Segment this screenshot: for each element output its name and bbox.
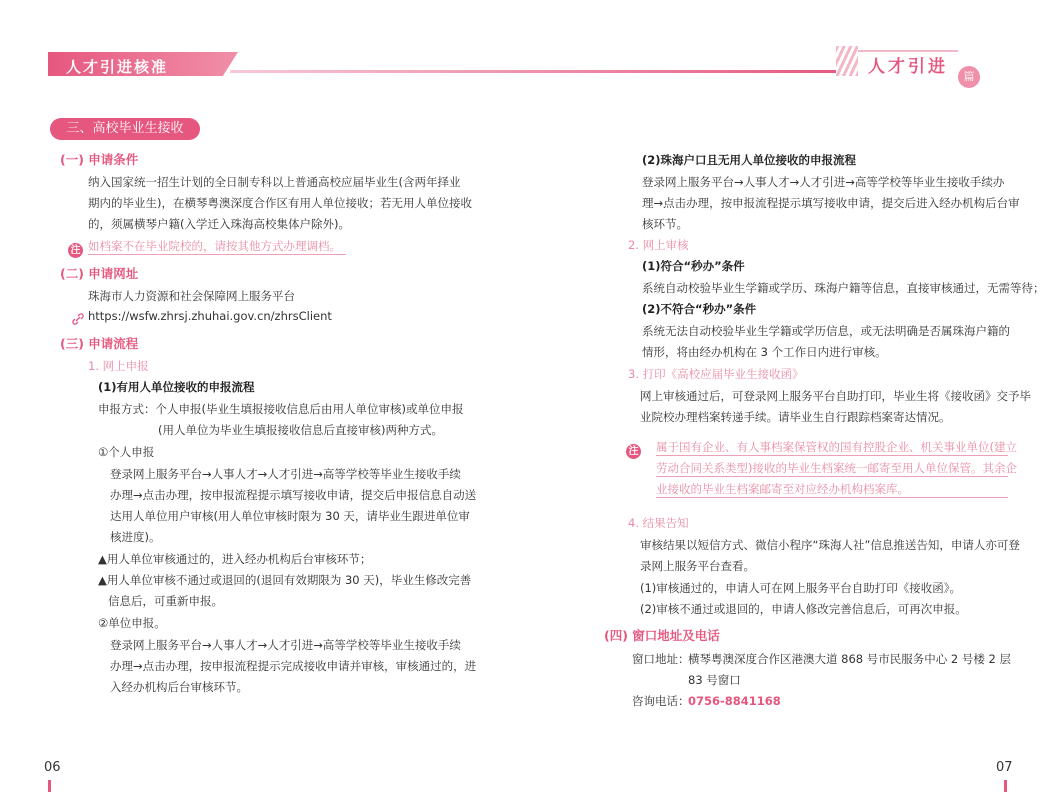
paragraph-line: 核环节。 <box>642 217 688 231</box>
address: 83 号窗口 <box>688 673 741 687</box>
note-badge: 注 <box>68 238 83 258</box>
step-online-apply: 1. 网上申报 <box>88 359 149 373</box>
paragraph-line: 网上审核通过后，可登录网上服务平台自助打印，毕业生将《接收函》交予毕 <box>640 389 1031 403</box>
tel: 0756-8841168 <box>688 694 781 708</box>
paragraph-line: 登录网上服务平台→人事人才→人才引进→高等学校等毕业生接收手续办 <box>642 175 1005 189</box>
address-label: 窗口地址： <box>632 652 690 666</box>
paragraph-line: 系统无法自动校验毕业生学籍或学历信息，或无法明确是否属珠海户籍的 <box>642 324 1010 338</box>
header-rule <box>230 70 850 73</box>
paragraph-line: 达用人单位用户审核(用人单位审核时限为 30 天，请毕业生跟进单位审 <box>110 509 470 523</box>
page-number-left: 06 <box>44 760 61 775</box>
tel-label: 咨询电话： <box>632 694 690 708</box>
step-online-review: 2. 网上审核 <box>628 238 689 252</box>
step-print: 3. 打印《高校应届毕业生接收函》 <box>628 367 804 381</box>
paragraph-line: 登录网上服务平台→人事人才→人才引进→高等学校等毕业生接收手续 <box>110 638 461 652</box>
link-icon <box>72 310 84 322</box>
paragraph-line: 的，须属横琴户籍(入学迁入珠海高校集体户除外)。 <box>88 217 350 231</box>
paragraph-line: 入经办机构后台审核环节。 <box>110 680 248 694</box>
paragraph-line: 系统自动校验毕业生学籍或学历、珠海户籍等信息，直接审核通过，无需等待； <box>642 281 1045 295</box>
header-right-stripes <box>836 46 858 76</box>
paragraph-line: 核进度)。 <box>110 530 161 544</box>
address: 横琴粤澳深度合作区港澳大道 868 号市民服务中心 2 号楼 2 层 <box>688 652 1012 666</box>
paragraph-line: (2)审核不通过或退回的，申请人修改完善信息后，可再次申报。 <box>640 602 967 616</box>
page-marker-left <box>48 780 51 792</box>
heading-window: (四) 窗口地址及电话 <box>604 628 720 643</box>
header-right-title: 人才引进 <box>868 57 948 77</box>
heading-process: (三) 申请流程 <box>60 336 139 351</box>
site-url[interactable]: https://wsfw.zhrsj.zhuhai.gov.cn/zhrsClient <box>88 309 332 323</box>
paragraph-line: 申报方式：个人申报(毕业生填报接收信息后由用人单位审核)或单位申报 <box>98 402 464 416</box>
note-text: 属于国有企业、有人事档案保管权的国有控股企业、机关事业单位(建立 <box>656 440 1017 454</box>
section-title: 三、高校毕业生接收 <box>50 118 200 140</box>
subheading: (1)符合“秒办”条件 <box>642 259 745 273</box>
paragraph-line: 录网上服务平台查看。 <box>640 559 755 573</box>
paragraph-line: (1)审核通过的，申请人可在网上服务平台自助打印《接收函》。 <box>640 581 962 595</box>
note-text: 劳动合同关系类型)接收的毕业生档案统一邮寄至用人单位保管。其余企 <box>656 461 1017 475</box>
bullet-line: ▲用人单位审核通过的，进入经办机构后台审核环节； <box>98 552 372 566</box>
paragraph-line: 审核结果以短信方式、微信小程序“珠海人社”信息推送告知，申请人亦可登 <box>640 538 1020 552</box>
bullet-line: ▲用人单位审核不通过或退回的(退回有效期限为 30 天)，毕业生修改完善 <box>98 573 472 587</box>
paragraph-line: 办理→点击办理，按申报流程提示完成接收申请并审核，审核通过的，进 <box>110 659 477 673</box>
subitem: ②单位申报。 <box>98 616 166 630</box>
note-text: 如档案不在毕业院校的，请按其他方式办理调档。 <box>88 238 346 255</box>
heading-website: (二) 申请网址 <box>60 266 139 281</box>
paragraph-line: 登录网上服务平台→人事人才→人才引进→高等学校等毕业生接收手续 <box>110 467 461 481</box>
step-result: 4. 结果告知 <box>628 516 689 530</box>
paragraph-line: 期内的毕业生)，在横琴粤澳深度合作区有用人单位接收；若无用人单位接收 <box>88 196 472 210</box>
paragraph-line: 情形，将由经办机构在 3 个工作日内进行审核。 <box>642 345 887 359</box>
page-number-right: 07 <box>996 760 1013 775</box>
header-right-badge: 篇 <box>958 66 980 88</box>
heading-conditions: (一) 申请条件 <box>60 152 139 167</box>
subheading: (1)有用人单位接收的申报流程 <box>98 380 255 394</box>
header-left-title: 人才引进核准 <box>66 58 169 76</box>
bullet-line: 信息后，可重新申报。 <box>108 594 223 608</box>
note-badge: 注 <box>626 439 641 459</box>
paragraph-line: 理→点击办理，按申报流程提示填写接收申请，提交后进入经办机构后台审 <box>642 196 1020 210</box>
paragraph-line: 办理→点击办理，按申报流程提示填写接收申请，提交后申报信息自动送 <box>110 488 477 502</box>
paragraph-line: 纳入国家统一招生计划的全日制专科以上普通高校应届毕业生(含两年择业 <box>88 175 461 189</box>
paragraph-line: 业院校办理档案转递手续。请毕业生自行跟踪档案寄达情况。 <box>640 410 951 424</box>
site-name: 珠海市人力资源和社会保障网上服务平台 <box>88 289 295 303</box>
subheading: (2)不符合“秒办”条件 <box>642 302 757 316</box>
subitem: ①个人申报 <box>98 445 155 459</box>
note-text: 业接收的毕业生档案邮寄至对应经办机构档案库。 <box>656 481 1008 498</box>
page-marker-right <box>1004 780 1007 792</box>
subheading: (2)珠海户口且无用人单位接收的申报流程 <box>642 153 857 167</box>
paragraph-line: (用人单位为毕业生填报接收信息后直接审核)两种方式。 <box>158 423 443 437</box>
